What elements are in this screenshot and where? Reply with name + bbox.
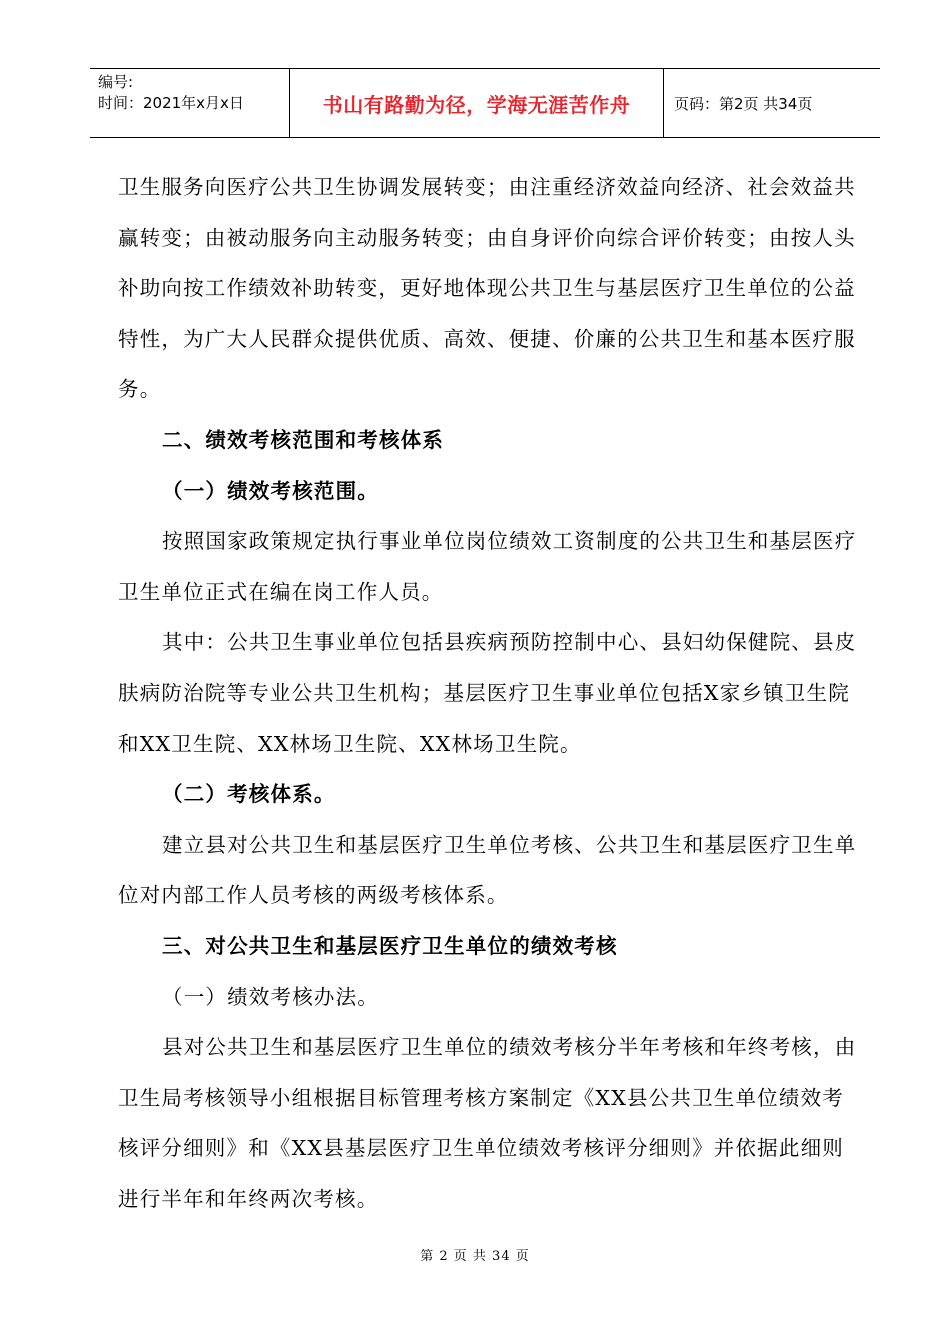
paragraph-system: 建立县对公共卫生和基层医疗卫生单位考核、公共卫生和基层医疗卫生单位对内部工作人员考核的两级考核体系。 (118, 832, 857, 908)
page-header (90, 68, 880, 138)
section-heading-2: 二、绩效考核范围和考核体系 (162, 427, 445, 452)
paragraph-method: 县对公共卫生和基层医疗卫生单位的绩效考核分半年考核和年终考核，由卫生局考核领导小组根据目标管理考核方案制定《XX县公共卫生单位绩效考核评分细则》和《XX县基层医疗卫生单位绩效考核评分细则》并依据此细则进行半年和年终两次考核。 (118, 1035, 857, 1211)
subsection-heading-3-1: （一）绩效考核办法。 (162, 984, 379, 1009)
section-heading-3: 三、对公共卫生和基层医疗卫生单位的绩效考核 (162, 933, 618, 958)
paragraph-reform-goals: 卫生服务向医疗公共卫生协调发展转变；由注重经济效益向经济、社会效益共赢转变；由被动服务向主动服务转变；由自身评价向综合评价转变；由按人头补助向按工作绩效补助转变，更好地体现公共卫生与基层医疗卫生单位的公益特性，为广大人民群众提供优质、高效、便捷、价廉的公共卫生和基本医疗服务。 (118, 175, 856, 402)
header-page-info: 页码：第2页 共34页 (674, 94, 813, 113)
page-footer: 第 2 页 共 34 页 (420, 1249, 530, 1264)
subsection-heading-2-1: （一）绩效考核范围。 (162, 478, 379, 503)
paragraph-scope: 按照国家政策规定执行事业单位岗位绩效工资制度的公共卫生和基层医疗卫生单位正式在编在岗工作人员。 (118, 529, 857, 604)
document-time-label: 时间：2021年x月x日 (98, 94, 244, 112)
header-meta (90, 69, 290, 137)
header-motto: 书山有路勤为径，学海无涯苦作舟 (290, 69, 664, 137)
document-number-label: 编号: (98, 73, 134, 91)
subsection-heading-2-2: （二）考核体系。 (162, 782, 336, 807)
document-body (118, 162, 858, 1224)
paragraph-units: 其中：公共卫生事业单位包括县疾病预防控制中心、县妇幼保健院、县皮肤病防治院等专业公共卫生机构；基层医疗卫生事业单位包括X家乡镇卫生院和XX卫生院、XX林场卫生院、XX林场卫生院。 (118, 630, 857, 756)
